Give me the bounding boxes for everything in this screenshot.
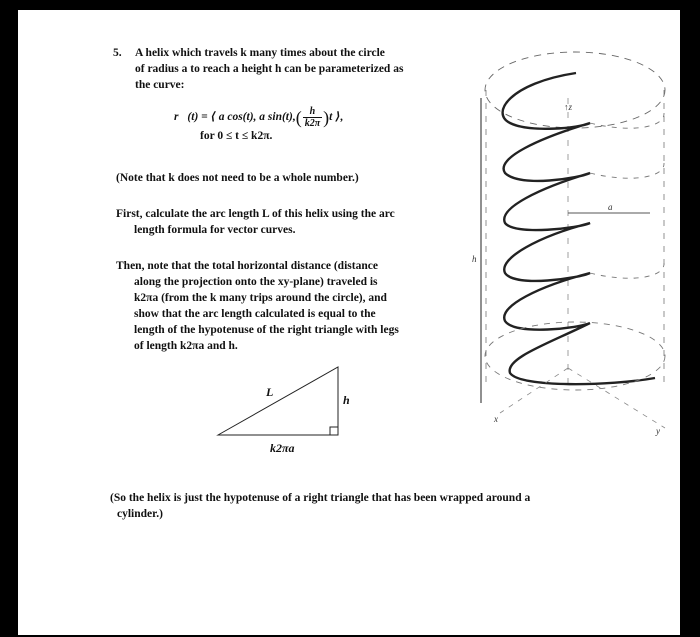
paragraph-line: along the projection onto the xy-plane) traveled is <box>134 276 378 288</box>
height-label: h <box>472 254 477 264</box>
equation-fraction <box>303 106 322 129</box>
y-axis-label: y <box>656 426 660 436</box>
problem-number: 5. <box>113 47 122 59</box>
x-axis-label: x <box>494 414 498 424</box>
paragraph-line: First, calculate the arc length L of this helix using the arc <box>116 208 395 220</box>
worksheet-page <box>18 10 680 635</box>
right-paren-icon: ) <box>323 107 330 128</box>
y-axis <box>568 368 665 428</box>
radius-label: a <box>608 202 613 212</box>
note-text: (Note that k does not need to be a whole number.) <box>116 172 359 184</box>
helix-back-arc <box>590 163 664 178</box>
cylinder-top-dashed <box>485 52 665 128</box>
helix-equation <box>174 106 343 129</box>
paragraph-line: of length k2πa and h. <box>134 340 238 352</box>
helix-figure <box>450 38 672 438</box>
paragraph-line: Then, note that the total horizontal distance (distance <box>116 260 378 272</box>
z-axis-label: ↑z <box>564 102 573 112</box>
fraction-denominator: k2π <box>304 118 321 129</box>
right-triangle-figure <box>208 358 368 458</box>
fraction-numerator: h <box>303 106 322 118</box>
triangle-outline <box>218 367 338 435</box>
equation-rhs: t ⟩, <box>329 111 344 124</box>
paragraph-line: cylinder.) <box>117 508 163 520</box>
equation-lhs: r⃗(t) = ⟨ a cos(t), a sin(t), <box>174 111 296 124</box>
helix-back-arc <box>590 263 664 278</box>
vertical-leg-label: h <box>343 393 350 407</box>
first-paragraph <box>116 206 395 238</box>
problem-intro <box>135 45 403 93</box>
then-paragraph <box>116 258 399 354</box>
parameter-domain: for 0 ≤ t ≤ k2π. <box>200 130 273 142</box>
base-leg-label: k2πa <box>270 441 295 455</box>
intro-line: A helix which travels k many times about the circle <box>135 47 385 59</box>
paragraph-line: k2πa (from the k many trips around the circle), and <box>134 292 387 304</box>
left-paren-icon: ( <box>295 107 302 128</box>
paragraph-line: show that the arc length calculated is equal to the <box>134 308 376 320</box>
intro-line: of radius a to reach a height h can be parameterized as <box>135 63 404 75</box>
paragraph-line: (So the helix is just the hypotenuse of a right triangle that has been wrapped around a <box>110 492 531 504</box>
paragraph-line: length formula for vector curves. <box>134 224 296 236</box>
helix-curve <box>503 73 655 384</box>
closing-paragraph <box>110 490 530 522</box>
right-angle-marker <box>330 427 338 435</box>
hypotenuse-label: L <box>266 385 274 399</box>
intro-line: the curve: <box>135 79 185 91</box>
paragraph-line: length of the hypotenuse of the right triangle with legs <box>134 324 399 336</box>
